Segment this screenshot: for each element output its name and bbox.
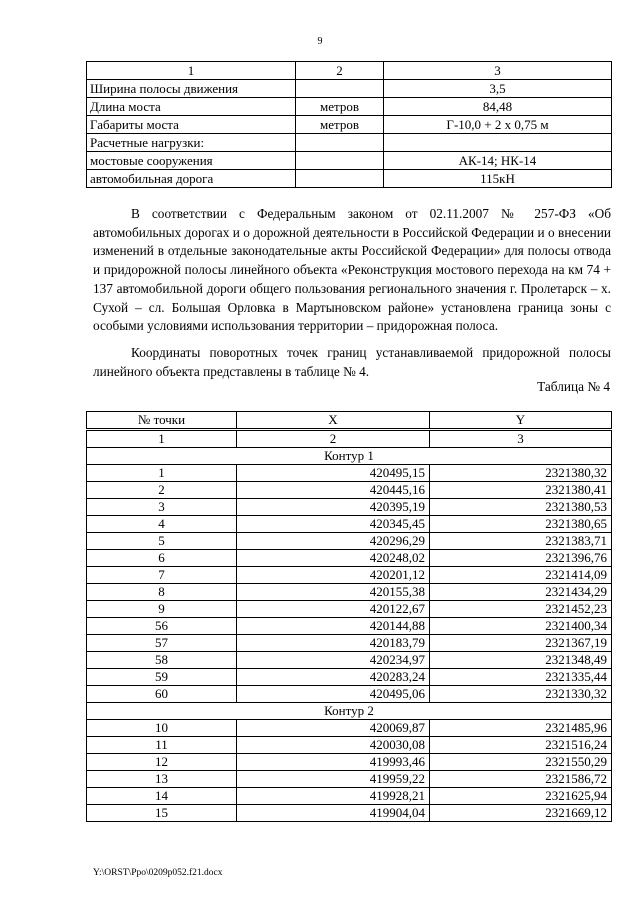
contour-1-title-row: [87, 448, 612, 465]
table-row: [87, 805, 612, 822]
param-name: автомобильная дорога: [87, 170, 296, 188]
x-coordinate: 420296,29: [237, 533, 430, 550]
param-name: Габариты моста: [87, 116, 296, 134]
y-coordinate: 2321367,19: [430, 635, 612, 652]
y-coordinate: 2321400,34: [430, 618, 612, 635]
x-coordinate: 420183,79: [237, 635, 430, 652]
col-number-1: 1: [87, 430, 237, 448]
point-number: 5: [87, 533, 237, 550]
y-coordinate: 2321586,72: [430, 771, 612, 788]
x-coordinate: 420248,02: [237, 550, 430, 567]
param-name: Ширина полосы движения: [87, 80, 296, 98]
header-point-number: № точки: [87, 412, 237, 430]
contour-2-title-row: [87, 703, 612, 720]
y-coordinate: 2321669,12: [430, 805, 612, 822]
table-row: [87, 618, 612, 635]
x-coordinate: 420345,45: [237, 516, 430, 533]
contour-1-title: Контур 1: [87, 448, 612, 465]
paragraph-federal-law: В соответствии с Федеральным законом от 02.11.2007 № 257-ФЗ «Об автомобильных дорогах и о дорожной деятельности в Российской Федерации и о внесении изменений в отдельные законодательные акты Российской Федерации» для полосы отвода и придорожной полосы линейного объекта «Реконструкция мостового перехода на км 74 + 137 автомобильной дороги общего пользования регионального значения г. Пролетарск – х. Сухой – сл. Большая Орловка в Мартыновском районе» установлена граница зоны с особыми условиями использования территории – придорожная полоса.: [93, 206, 611, 334]
params-row: [87, 134, 612, 152]
y-coordinate: 2321485,96: [430, 720, 612, 737]
point-number: 60: [87, 686, 237, 703]
paragraph-coordinates-intro: Координаты поворотных точек границ устанавливаемой придорожной полосы линейного объекта представлены в таблице № 4.: [93, 345, 611, 379]
table-row: [87, 669, 612, 686]
point-number: 12: [87, 754, 237, 771]
point-number: 9: [87, 601, 237, 618]
table-row: [87, 652, 612, 669]
x-coordinate: 420234,97: [237, 652, 430, 669]
x-coordinate: 420445,16: [237, 482, 430, 499]
y-coordinate: 2321550,29: [430, 754, 612, 771]
point-number: 3: [87, 499, 237, 516]
x-coordinate: 420030,08: [237, 737, 430, 754]
x-coordinate: 420122,67: [237, 601, 430, 618]
point-number: 10: [87, 720, 237, 737]
y-coordinate: 2321396,76: [430, 550, 612, 567]
param-value: АК-14; НК-14: [384, 152, 612, 170]
params-header-cell: 3: [384, 62, 612, 80]
x-coordinate: 420395,19: [237, 499, 430, 516]
param-name: мостовые сооружения: [87, 152, 296, 170]
param-value: [384, 134, 612, 152]
table-row: [87, 567, 612, 584]
y-coordinate: 2321383,71: [430, 533, 612, 550]
point-number: 58: [87, 652, 237, 669]
x-coordinate: 419993,46: [237, 754, 430, 771]
y-coordinate: 2321380,32: [430, 465, 612, 482]
table-row: [87, 465, 612, 482]
point-number: 4: [87, 516, 237, 533]
contour-2-title: Контур 2: [87, 703, 612, 720]
params-row: [87, 98, 612, 116]
x-coordinate: 420495,15: [237, 465, 430, 482]
x-coordinate: 420155,38: [237, 584, 430, 601]
params-row: [87, 80, 612, 98]
param-unit: [296, 152, 384, 170]
table-row: [87, 771, 612, 788]
table-row: [87, 737, 612, 754]
x-coordinate: 420283,24: [237, 669, 430, 686]
table-row: [87, 635, 612, 652]
point-number: 14: [87, 788, 237, 805]
x-coordinate: 420495,06: [237, 686, 430, 703]
y-coordinate: 2321516,24: [430, 737, 612, 754]
param-unit: [296, 80, 384, 98]
point-number: 6: [87, 550, 237, 567]
col-number-3: 3: [430, 430, 612, 448]
table-row: [87, 550, 612, 567]
point-number: 59: [87, 669, 237, 686]
y-coordinate: 2321380,41: [430, 482, 612, 499]
coords-column-number-row: [87, 430, 612, 448]
param-value: Г-10,0 + 2 х 0,75 м: [384, 116, 612, 134]
point-number: 2: [87, 482, 237, 499]
table-caption: Таблица № 4: [537, 379, 610, 394]
point-number: 8: [87, 584, 237, 601]
x-coordinate: 420069,87: [237, 720, 430, 737]
table-row: [87, 754, 612, 771]
param-unit: метров: [296, 116, 384, 134]
table-row: [87, 601, 612, 618]
table-row: [87, 788, 612, 805]
params-row: [87, 152, 612, 170]
y-coordinate: 2321380,53: [430, 499, 612, 516]
header-x: X: [237, 412, 430, 430]
coords-header-row: [87, 412, 612, 430]
point-number: 1: [87, 465, 237, 482]
y-coordinate: 2321330,32: [430, 686, 612, 703]
point-number: 57: [87, 635, 237, 652]
param-name: Расчетные нагрузки:: [87, 134, 296, 152]
table-row: [87, 686, 612, 703]
param-unit: метров: [296, 98, 384, 116]
footer-file-path: Y:\ORST\Ppo\0209p052.f21.docx: [93, 868, 223, 878]
x-coordinate: 420144,88: [237, 618, 430, 635]
x-coordinate: 419928,21: [237, 788, 430, 805]
header-y: Y: [430, 412, 612, 430]
table-row: [87, 533, 612, 550]
x-coordinate: 419904,04: [237, 805, 430, 822]
point-number: 13: [87, 771, 237, 788]
coordinates-table: [86, 411, 612, 822]
x-coordinate: 419959,22: [237, 771, 430, 788]
col-number-2: 2: [237, 430, 430, 448]
param-name: Длина моста: [87, 98, 296, 116]
table-row: [87, 516, 612, 533]
table-row: [87, 499, 612, 516]
y-coordinate: 2321380,65: [430, 516, 612, 533]
params-header-row: [87, 62, 612, 80]
point-number: 7: [87, 567, 237, 584]
params-header-cell: 2: [296, 62, 384, 80]
table-row: [87, 720, 612, 737]
table-row: [87, 584, 612, 601]
point-number: 11: [87, 737, 237, 754]
param-value: 3,5: [384, 80, 612, 98]
params-row: [87, 116, 612, 134]
y-coordinate: 2321625,94: [430, 788, 612, 805]
y-coordinate: 2321434,29: [430, 584, 612, 601]
parameters-table: [86, 61, 612, 188]
page-number: 9: [317, 36, 323, 47]
x-coordinate: 420201,12: [237, 567, 430, 584]
y-coordinate: 2321348,49: [430, 652, 612, 669]
point-number: 15: [87, 805, 237, 822]
y-coordinate: 2321335,44: [430, 669, 612, 686]
param-unit: [296, 134, 384, 152]
y-coordinate: 2321414,09: [430, 567, 612, 584]
param-value: 84,48: [384, 98, 612, 116]
table-row: [87, 482, 612, 499]
params-row: [87, 170, 612, 188]
point-number: 56: [87, 618, 237, 635]
param-unit: [296, 170, 384, 188]
param-value: 115кН: [384, 170, 612, 188]
y-coordinate: 2321452,23: [430, 601, 612, 618]
params-header-cell: 1: [87, 62, 296, 80]
